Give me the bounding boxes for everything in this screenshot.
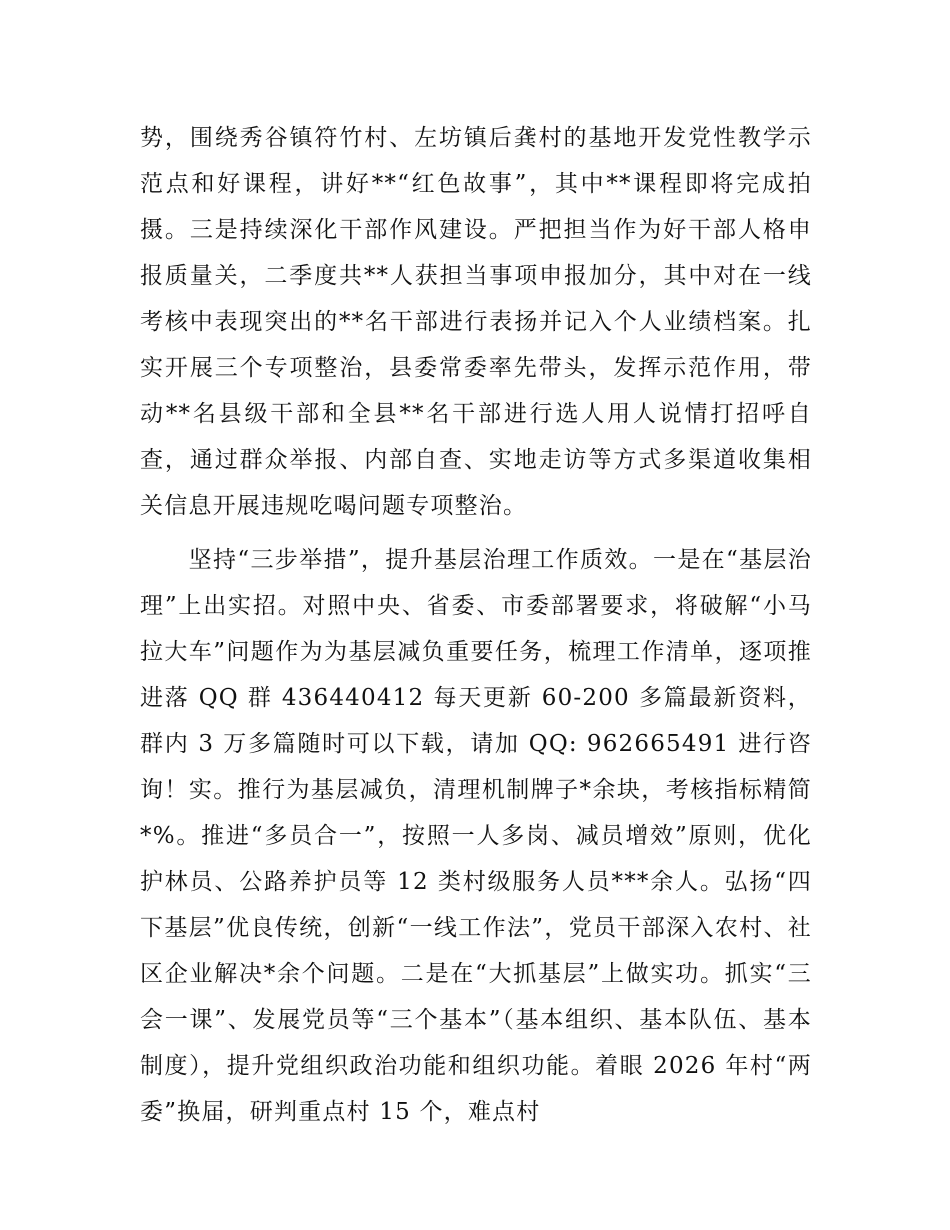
document-body <box>140 115 812 1135</box>
paragraph-2: 坚持“三步举措”，提升基层治理工作质效。一是在“基层治理”上出实招。对照中央、省委、市委部署要求，将破解“小马拉大车”问题作为为基层减负重要任务，梳理工作清单，逐项推进落 QQ 群 436440412 每天更新 60-200 多篇最新资料，群内 3 万多篇随时可以下载，请加 QQ: 962665491 进行咨询！实。推行为基层减负，清理机制牌子*余块，考核指标精简*%。推进“多员合一”，按照一人多岗、减员增效”原则，优化护林员、公路养护员等 12 类村级服务人员***余人。弘扬“四下基层”优良传统，创新“一线工作法”，党员干部深入农村、社区企业解决*余个问题。二是在“大抓基层”上做实功。抓实“三会一课”、发展党员等“三个基本”（基本组织、基本队伍、基本制度），提升党组织政治功能和组织功能。着眼 2026 年村“两委”换届，研判重点村 15 个，难点村 <box>140 547 812 1125</box>
paragraph-1: 势，围绕秀谷镇符竹村、左坊镇后龚村的基地开发党性教学示范点和好课程，讲好**“红色故事”，其中**课程即将完成拍摄。三是持续深化干部作风建设。严把担当作为好干部人格申报质量关，二季度共**人获担当事项申报加分，其中对在一线考核中表现突出的**名干部进行表扬并记入个人业绩档案。扎实开展三个专项整治，县委常委率先带头，发挥示范作用，带动**名县级干部和全县**名干部进行选人用人说情打招呼自查，通过群众举报、内部自查、实地走访等方式多渠道收集相关信息开展违规吃喝问题专项整治。 <box>140 125 812 519</box>
